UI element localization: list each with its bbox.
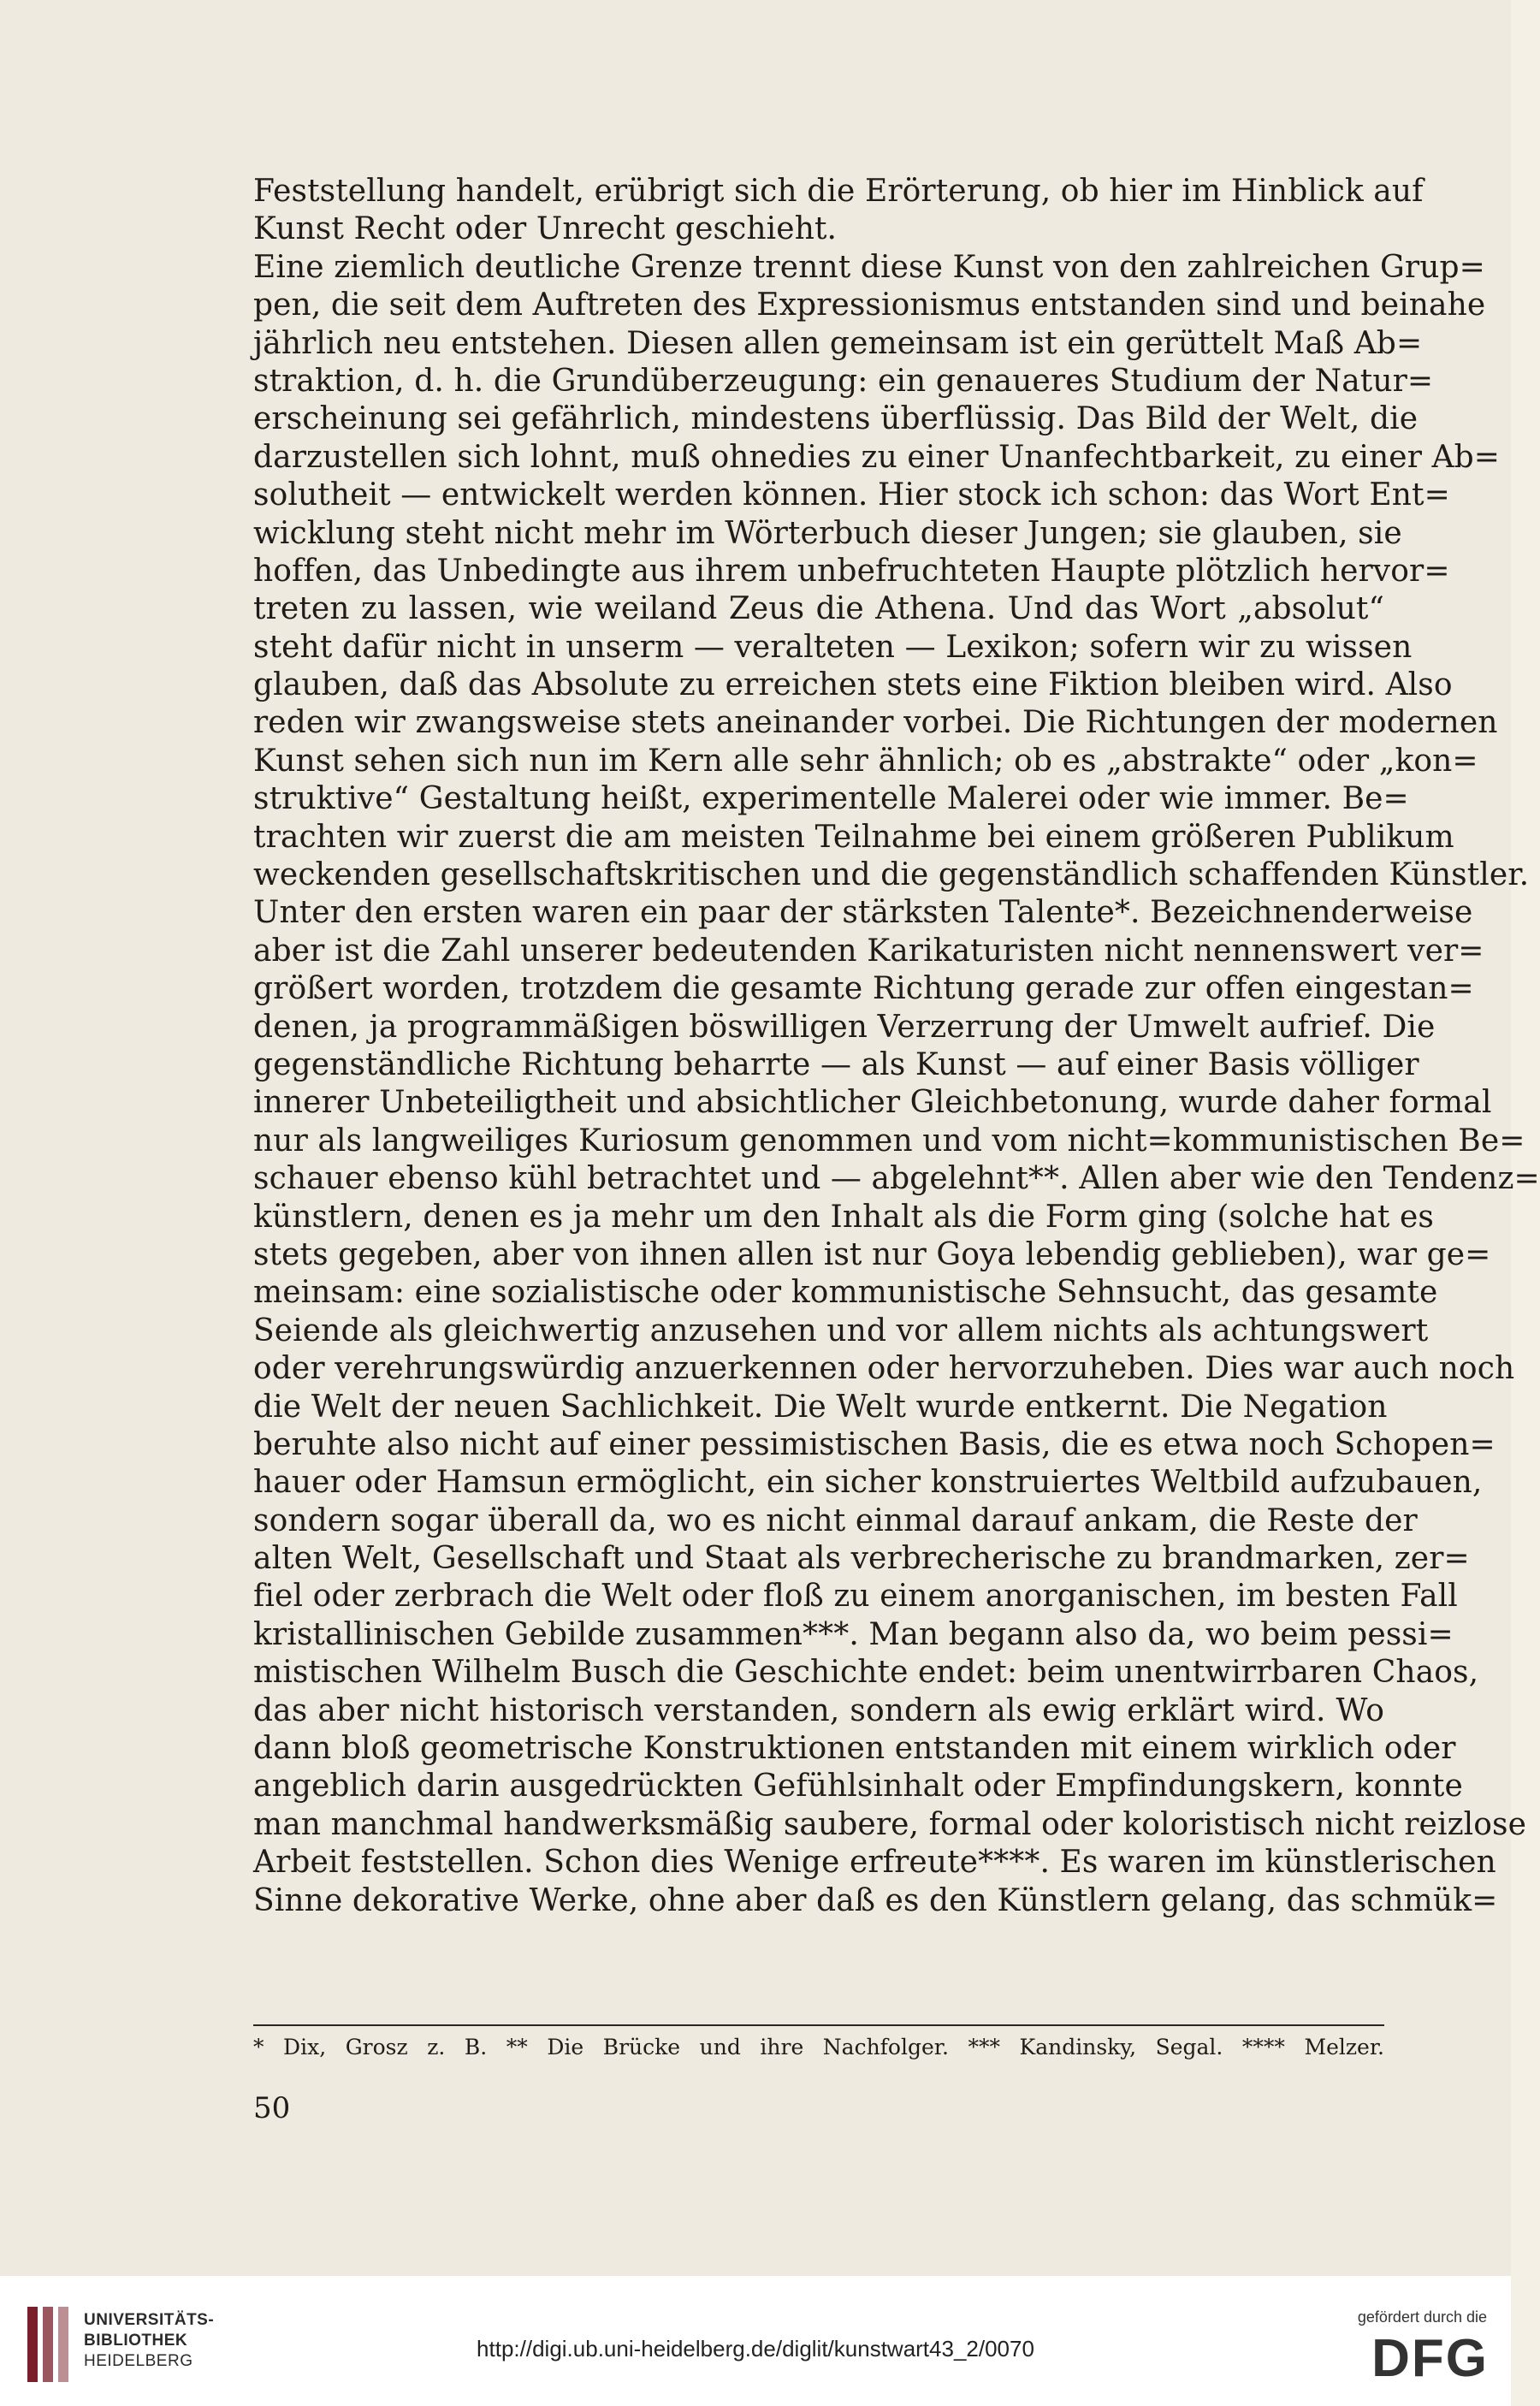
institution-line: HEIDELBERG <box>84 2352 193 2370</box>
text-line: innerer Unbeteiligtheit und absichtlicher Gleichbetonung, wurde daher formal <box>253 1085 1492 1121</box>
text-line: angeblich darin ausgedrückten Gefühlsinhalt oder Empfindungskern, konnte <box>253 1769 1463 1804</box>
text-line: oder verehrungswürdig anzuerkennen oder hervorzuheben. Dies war auch noch <box>253 1351 1515 1387</box>
text-line: pen, die seit dem Auftreten des Expressionismus entstanden sind und beinahe <box>253 287 1486 323</box>
text-line: straktion, d. h. die Grundüberzeugung: ein genaueres Studium der Natur= <box>253 363 1434 399</box>
text-line: reden wir zwangsweise stets aneinander vorbei. Die Richtungen der modernen <box>253 705 1498 741</box>
text-line: man manchmal handwerksmäßig saubere, formal oder koloristisch nicht reizlose <box>253 1806 1527 1842</box>
text-line: trachten wir zuerst die am meisten Teilnahme bei einem größeren Publikum <box>253 819 1454 855</box>
text-line: wicklung steht nicht mehr im Wörterbuch dieser Jungen; sie glauben, sie <box>253 515 1402 551</box>
text-line: darzustellen sich lohnt, muß ohnedies zu einer Unanfechtbarkeit, zu einer Ab= <box>253 439 1501 475</box>
text-line: Feststellung handelt, erübrigt sich die Erörterung, ob hier im Hinblick auf <box>253 174 1424 209</box>
funding-label: gefördert durch die <box>1357 2308 1487 2326</box>
text-line: Sinne dekorative Werke, ohne aber daß es den Künstlern gelang, das schmük= <box>253 1882 1498 1918</box>
text-line: größert worden, trotzdem die gesamte Richtung gerade zur offen eingestan= <box>253 971 1474 1007</box>
text-line: beruhte also nicht auf einer pessimistischen Basis, die es etwa noch Schopen= <box>253 1426 1496 1462</box>
text-line: steht dafür nicht in unserm — veralteten — Lexikon; sofern wir zu wissen <box>253 629 1413 665</box>
page-number: 50 <box>253 2091 291 2125</box>
text-line: meinsam: eine sozialistische oder kommunistische Sehnsucht, das gesamte <box>253 1275 1438 1311</box>
text-line: fiel oder zerbrach die Welt oder floß zu einem anorganischen, im besten Fall <box>253 1579 1458 1615</box>
text-line: dann bloß geometrische Konstruktionen entstanden mit einem wirklich oder <box>253 1731 1456 1767</box>
footnotes: * Dix, Grosz z. B. ** Die Brücke und ihre Nachfolger. *** Kandinsky, Segal. **** Melzer. <box>253 2035 1384 2059</box>
text-line: mistischen Wilhelm Busch die Geschichte endet: beim unentwirrbaren Chaos, <box>253 1655 1479 1691</box>
text-line: jährlich neu entstehen. Diesen allen gemeinsam ist ein gerüttelt Maß Ab= <box>253 325 1423 361</box>
text-line: aber ist die Zahl unserer bedeutenden Karikaturisten nicht nennenswert ver= <box>253 933 1484 969</box>
dfg-logo: DFG <box>1371 2329 1489 2388</box>
text-line: kristallinischen Gebilde zusammen***. Man begann also da, wo beim pessi= <box>253 1616 1454 1652</box>
text-line: stets gegeben, aber von ihnen allen ist nur Goya lebendig geblieben), war ge= <box>253 1236 1491 1272</box>
text-line: Kunst sehen sich nun im Kern alle sehr ähnlich; ob es „abstrakte“ oder „kon= <box>253 743 1478 779</box>
text-line: Arbeit feststellen. Schon dies Wenige erfreute****. Es waren im künstlerischen <box>253 1845 1496 1881</box>
text-line: hauer oder Hamsun ermöglicht, ein sicher konstruiertes Weltbild aufzubauen, <box>253 1465 1483 1501</box>
institution-line: UNIVERSITÄTS- <box>84 2311 215 2329</box>
text-line: Seiende als gleichwertig anzusehen und vor allem nichts als achtungswert <box>253 1313 1429 1348</box>
source-url-link[interactable]: http://digi.ub.uni-heidelberg.de/diglit/kunstwart43_2/0070 <box>477 2336 1034 2362</box>
text-line: denen, ja programmäßigen böswilligen Verzerrung der Umwelt aufrief. Die <box>253 1009 1436 1045</box>
text-line: Unter den ersten waren ein paar der stärksten Talente*. Bezeichnenderweise <box>253 895 1473 931</box>
footnote-rule <box>253 2024 1384 2026</box>
text-line: glauben, daß das Absolute zu erreichen stets eine Fiktion bleiben wird. Also <box>253 667 1453 703</box>
text-line: struktive“ Gestaltung heißt, experimentelle Malerei oder wie immer. Be= <box>253 781 1409 817</box>
text-line: die Welt der neuen Sachlichkeit. Die Welt wurde entkernt. Die Negation <box>253 1389 1388 1425</box>
text-line: alten Welt, Gesellschaft und Staat als verbrecherische zu brandmarken, zer= <box>253 1541 1470 1577</box>
text-line: gegenständliche Richtung beharrte — als Kunst — auf einer Basis völliger <box>253 1046 1419 1082</box>
text-line: künstlern, denen es ja mehr um den Inhalt als die Form ging (solche hat es <box>253 1199 1434 1235</box>
institution-line: BIBLIOTHEK <box>84 2332 188 2350</box>
text-line: das aber nicht historisch verstanden, sondern als ewig erklärt wird. Wo <box>253 1692 1384 1728</box>
text-line: Kunst Recht oder Unrecht geschieht. <box>253 211 838 247</box>
text-line: treten zu lassen, wie weiland Zeus die Athena. Und das Wort „absolut“ <box>253 591 1384 627</box>
text-line: Eine ziemlich deutliche Grenze trennt diese Kunst von den zahlreichen Grup= <box>253 249 1485 285</box>
text-line: schauer ebenso kühl betrachtet und — abgelehnt**. Allen aber wie den Tendenz= <box>253 1161 1540 1197</box>
text-line: solutheit — entwickelt werden können. Hier stock ich schon: das Wort Ent= <box>253 477 1450 513</box>
body-text <box>253 173 1540 1920</box>
text-line: sondern sogar überall da, wo es nicht einmal darauf ankam, die Reste der <box>253 1502 1418 1538</box>
footer-bar <box>0 2276 1511 2406</box>
text-line: nur als langweiliges Kuriosum genommen und vom nicht=kommunistischen Be= <box>253 1123 1525 1159</box>
text-line: hoffen, das Unbedingte aus ihrem unbefruchteten Haupte plötzlich hervor= <box>253 553 1450 589</box>
text-line: erscheinung sei gefährlich, mindestens überflüssig. Das Bild der Welt, die <box>253 401 1419 437</box>
text-line: weckenden gesellschaftskritischen und die gegenständlich schaffenden Künstler. <box>253 857 1530 893</box>
